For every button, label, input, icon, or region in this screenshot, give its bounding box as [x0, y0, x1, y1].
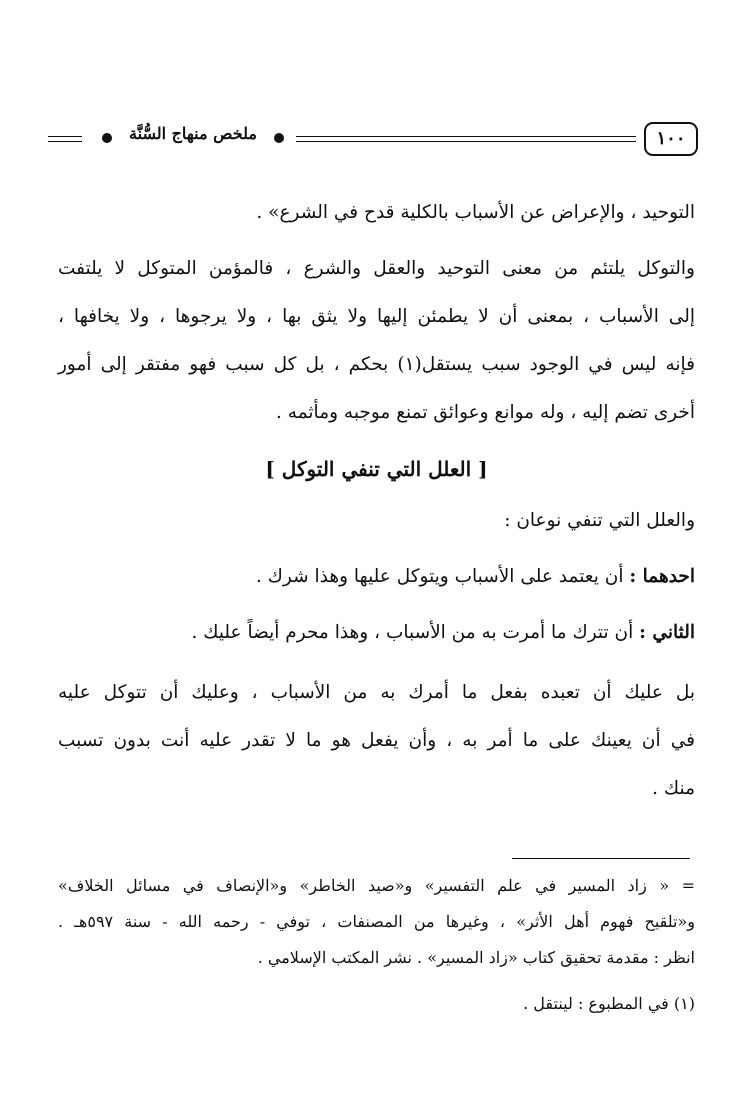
running-header [48, 122, 698, 158]
text-line: التوحيد ، والإعراض عن الأسباب بالكلية قدح في الشرع» . [256, 202, 695, 223]
bullet-dot-icon [274, 133, 284, 143]
page-number: ١٠٠ [644, 122, 698, 156]
footnote-line: و«تلقيح فهوم أهل الأثر» ، وغيرها من المصنفات ، توفي - رحمه الله - سنة ٥٩٧هـ . [58, 912, 696, 931]
list-item [191, 622, 695, 643]
footnote-line: انظر : مقدمة تحقيق كتاب «زاد المسير» . نشر المكتب الإسلامي . [257, 948, 695, 967]
header-rule-left [48, 136, 82, 142]
item-label: الثاني : [639, 622, 695, 643]
text-line: بل عليك أن تعبده بفعل ما أمرك به من الأسباب ، وعليك أن تتوكل عليه [58, 682, 695, 703]
list-item [256, 566, 695, 587]
text-line: فإنه ليس في الوجود سبب يستقل(١) بحكم ، بل كل سبب فهو مفتقر إلى أمور [58, 354, 695, 375]
text-line: في أن يعينك على ما أمر به ، وأن يفعل هو ما لا تقدر عليه أنت بدون تسبب [58, 730, 695, 751]
bullet-dot-icon [102, 133, 112, 143]
footnote-divider [512, 858, 690, 859]
section-heading: [ العلل التي تنفي التوكل ] [265, 457, 488, 481]
text-line: والتوكل يلتئم من معنى التوحيد والعقل والشرع ، فالمؤمن المتوكل لا يلتفت [58, 258, 695, 279]
text-line: إلى الأسباب ، بمعنى أن لا يطمئن إليها ولا يثق بها ، ولا يرجوها ، ولا يخافها ، [58, 306, 695, 327]
item-text: أن تترك ما أمرت به من الأسباب ، وهذا محرم أيضاً عليك . [191, 622, 640, 643]
footnote-line: = « زاد المسير في علم التفسير» و«صيد الخاطر» و«الإنصاف في مسائل الخلاف» [58, 876, 695, 895]
item-text: أن يعتمد على الأسباب ويتوكل عليها وهذا شرك . [255, 566, 630, 587]
header-rule-right [296, 136, 636, 142]
text-line: منك . [652, 778, 695, 799]
book-title: ملخص منهاج السُّنَّة [129, 124, 257, 143]
footnote-line: (١) في المطبوع : لينتقل . [523, 994, 695, 1013]
text-line: أخرى تضم إليه ، وله موانع وعوائق تمنع موجبه ومأثمه . [276, 402, 695, 423]
text-line: والعلل التي تنفي نوعان : [504, 510, 695, 531]
item-label: احدهما : [629, 566, 695, 587]
